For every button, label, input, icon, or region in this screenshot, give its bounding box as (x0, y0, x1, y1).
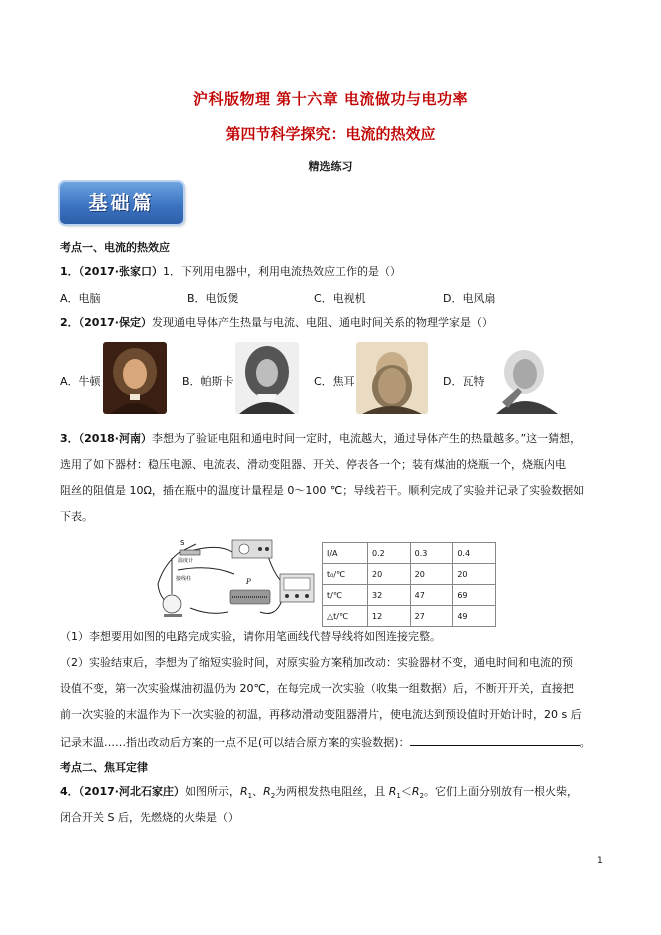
answer-blank[interactable] (410, 733, 580, 746)
q4-text-a: 如图所示， (184, 785, 240, 798)
joule-portrait-image (356, 342, 428, 414)
ammeter-terminal-3 (305, 594, 309, 598)
table-row-label: I/A (323, 543, 368, 564)
q2-text: 发现通电导体产生热量与电流、电阻、通电时间关系的物理学家是（） (151, 316, 493, 329)
power-supply-dial (239, 544, 249, 554)
thermometer-label: 温度计 (178, 558, 194, 564)
table-cell: 0.4 (453, 543, 496, 564)
topic2-heading: 考点二、焦耳定律 (60, 761, 148, 774)
q3-line1 (60, 431, 581, 446)
q1-option-a: A．电脑 (60, 292, 101, 305)
doc-title: 沪科版物理 第十六章 电流做功与电功率 (193, 90, 468, 108)
topic1-heading: 考点一、电流的热效应 (60, 241, 170, 254)
page-number: 1 (597, 856, 603, 866)
q4-line2: 闭合开关 S 后，先燃烧的火柴是（） (60, 811, 239, 824)
q2-option-a: A．牛顿 (60, 375, 101, 388)
table-cell: 47 (410, 585, 453, 606)
q1-number: 1． (60, 265, 79, 278)
table-row-label: t₀/℃ (323, 564, 368, 585)
cmp-r1-subscript: 1 (396, 792, 401, 801)
less-than-sign: ＜ (400, 785, 412, 798)
switch-label: S (180, 539, 185, 547)
pascal-portrait-image (235, 342, 299, 414)
table-cell: 32 (368, 585, 411, 606)
r1-symbol: R (239, 785, 248, 798)
q4-separator: 、 (252, 785, 264, 798)
cmp-r1-symbol: R (388, 785, 397, 798)
q1-source: （2017·张家口） (78, 265, 163, 278)
q4-text-c: 。它们上面分别放有一根火柴， (423, 785, 578, 798)
flask (163, 595, 181, 613)
doc-subtitle: 第四节科学探究：电流的热效应 (225, 125, 436, 143)
q3-data-table (322, 542, 496, 627)
q3-line4: 下表。 (60, 510, 93, 523)
q3-part1: （1）李想要用如图的电路完成实验，请你用笔画线代替导线将如图连接完整。 (60, 630, 441, 643)
q4-number: 4． (60, 785, 79, 798)
power-terminal-1 (258, 547, 262, 551)
ammeter-terminal-2 (295, 594, 299, 598)
q3-line2: 选用了如下器材：稳压电源、电流表、滑动变阻器、开关、停表各一个；装有煤油的烧瓶一个，烧瓶内电 (60, 458, 566, 471)
basics-badge (60, 182, 183, 224)
table-cell: 12 (368, 606, 411, 627)
ammeter-terminal-1 (285, 594, 289, 598)
table-row (323, 606, 496, 627)
slider-label: P (246, 578, 251, 586)
table-cell: 69 (453, 585, 496, 606)
table-row (323, 543, 496, 564)
table-cell: 0.3 (410, 543, 453, 564)
table-cell: 0.2 (368, 543, 411, 564)
terminal-label: 接线柱 (176, 576, 192, 582)
table-cell: 20 (368, 564, 411, 585)
q3-part2-line1: （2）实验结束后，李想为了缩短实验时间，对原实验方案稍加改动：实验器材不变，通电时间和电流的预 (60, 656, 573, 669)
table-row (323, 585, 496, 606)
q3-part2-line4 (60, 733, 620, 750)
ammeter-dial (284, 578, 310, 590)
q3-part2-end: 。 (579, 736, 591, 749)
switch-lever (184, 544, 196, 550)
q4-source: （2017·河北石家庄） (78, 785, 185, 798)
table-row-label: t/℃ (323, 585, 368, 606)
table-cell: 27 (410, 606, 453, 627)
q3-number: 3． (60, 432, 79, 445)
q2-source: （2017·保定） (78, 316, 152, 329)
power-terminal-2 (265, 547, 269, 551)
q1-stem (60, 264, 401, 279)
q3-part2-line3: 前一次实验的末温作为下一次实验的初温，再移动滑动变阻器滑片，使电流达到预设值时开始计时，20 s 后 (60, 708, 582, 721)
table-cell: 49 (453, 606, 496, 627)
table-cell: 20 (410, 564, 453, 585)
section-label: 精选练习 (308, 160, 353, 173)
q2-stem (60, 315, 493, 330)
q2-option-d: D．瓦特 (443, 375, 485, 388)
table-cell: 20 (453, 564, 496, 585)
q3-text-line1: 李想为了验证电阻和通电时间一定时，电流越大，通过导体产生的热量越多。”这一猜想， (151, 432, 582, 445)
q3-source: （2018·河南） (78, 432, 152, 445)
q3-part2-text: 记录末温……指出改动后方案的一点不足(可以结合原方案的实验数据)： (60, 736, 410, 749)
basics-badge-label: 基础篇 (88, 192, 155, 214)
q4-text-b: 为两根发热电阻丝，且 (275, 785, 389, 798)
table-row (323, 564, 496, 585)
q3-part2-line2: 设值不变，第一次实验煤油初温仍为 20℃，在每完成一次实验（收集一组数据）后，不断开开关，直接把 (60, 682, 574, 695)
q1-text: 1．下列用电器中，利用电流热效应工作的是（） (162, 265, 401, 278)
cmp-r2-subscript: 2 (419, 792, 424, 801)
r2-symbol: R (263, 785, 271, 798)
q1-option-d: D．电风扇 (443, 292, 496, 305)
switch-base (180, 550, 200, 555)
watt-portrait-image (488, 342, 560, 414)
q2-option-b: B．帕斯卡 (182, 375, 234, 388)
flask-stand (164, 614, 182, 617)
q3-line3: 阻丝的阻值是 10Ω，插在瓶中的温度计量程是 0～100 ℃；导线若干。顺利完成了实验并记录了实验数据如 (60, 484, 585, 497)
q1-option-c: C．电视机 (314, 292, 366, 305)
r1-subscript: 1 (247, 792, 253, 801)
q1-option-b: B．电饭煲 (187, 292, 239, 305)
table-row-label: △t/℃ (323, 606, 368, 627)
r2-subscript: 2 (270, 792, 276, 801)
newton-portrait-image (103, 342, 167, 414)
q2-option-c: C．焦耳 (314, 375, 355, 388)
q2-number: 2． (60, 316, 79, 329)
q4-line1 (60, 784, 578, 804)
cmp-r2-symbol: R (411, 785, 420, 798)
circuit-diagram (150, 534, 322, 620)
